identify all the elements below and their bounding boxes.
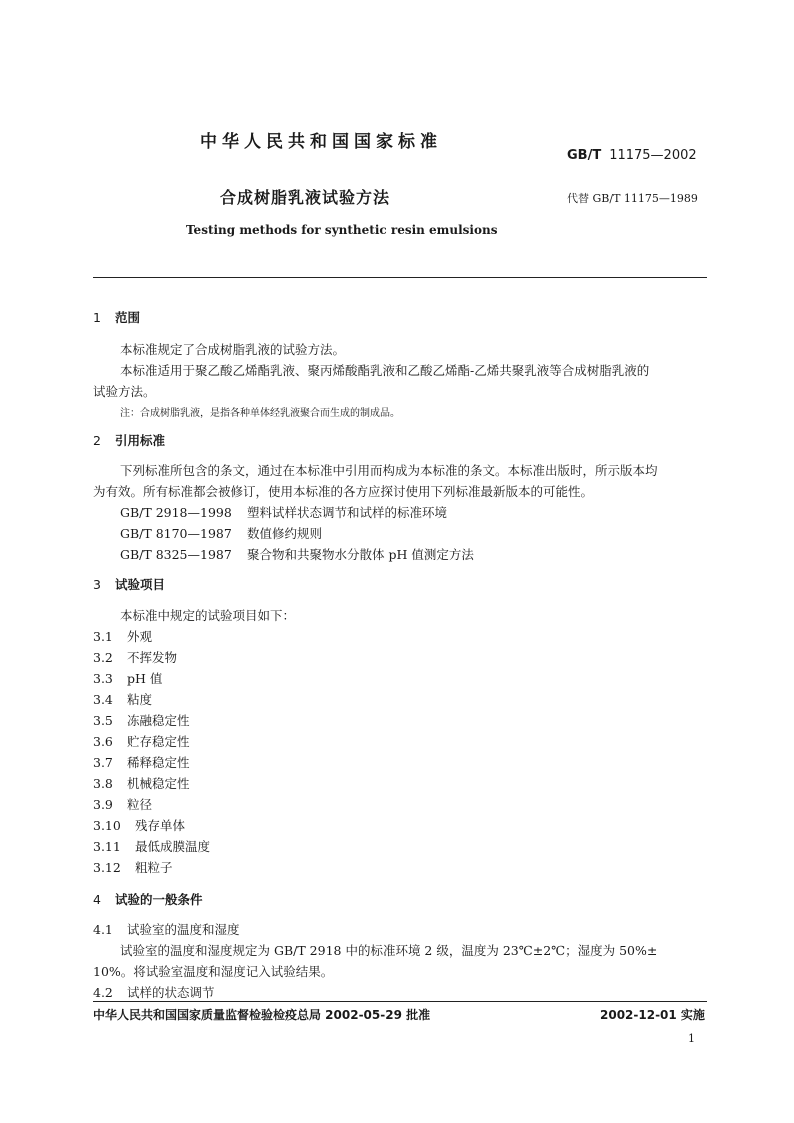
item-label: 外观	[127, 629, 153, 644]
section-1-para-1: 本标准规定了合成树脂乳液的试验方法。	[120, 342, 346, 357]
subsection-4-1-heading	[93, 920, 240, 938]
standard-code-number: 11175—2002	[609, 148, 697, 163]
subsection-number: 4.2	[93, 985, 113, 1000]
item-label: pH 值	[127, 671, 163, 686]
reference-item	[120, 524, 322, 542]
item-number: 3.4	[93, 692, 113, 707]
item-number: 3.5	[93, 713, 113, 728]
subsection-number: 4.1	[93, 922, 113, 937]
reference-title: 聚合物和共聚物水分散体 pH 值测定方法	[247, 547, 474, 562]
section-4-heading	[93, 890, 203, 908]
item-number: 3.2	[93, 650, 113, 665]
subsection-4-2-heading	[93, 983, 215, 1001]
footer-divider	[93, 1001, 707, 1002]
header-divider	[93, 277, 707, 278]
item-label: 粘度	[127, 692, 153, 707]
standard-code-prefix: GB/T	[567, 148, 602, 163]
test-item	[93, 753, 190, 771]
test-item	[93, 711, 190, 729]
section-1-heading	[93, 308, 140, 326]
section-2-para-line-1: 下列标准所包含的条文，通过在本标准中引用而构成为本标准的条文。本标准出版时，所示版本均	[120, 463, 658, 478]
section-3-heading	[93, 575, 165, 593]
item-label: 粒径	[127, 797, 153, 812]
section-2-heading	[93, 431, 165, 449]
standard-code	[567, 148, 697, 163]
section-title: 试验的一般条件	[115, 892, 203, 907]
item-label: 最低成膜温度	[135, 839, 211, 854]
reference-code: GB/T 8325—1987	[120, 547, 232, 562]
page-number: 1	[688, 1032, 695, 1045]
item-label: 粗粒子	[135, 860, 173, 875]
approval-statement: 中华人民共和国国家质量监督检验检疫总局 2002-05-29 批准	[93, 1008, 431, 1022]
item-number: 3.6	[93, 734, 113, 749]
replaces-note: 代替 GB/T 11175—1989	[567, 192, 698, 205]
item-label: 稀释稳定性	[127, 755, 190, 770]
test-item	[93, 774, 190, 792]
test-item	[93, 732, 190, 750]
implementation-date: 2002-12-01 实施	[600, 1008, 705, 1022]
subsection-title: 试样的状态调节	[127, 985, 215, 1000]
document-title: 合成树脂乳液试验方法	[220, 188, 391, 207]
item-number: 3.12	[93, 860, 121, 875]
section-number: 4	[93, 892, 101, 907]
subsection-4-1-line-1: 试验室的温度和湿度规定为 GB/T 2918 中的标准环境 2 级，温度为 23℃±2℃；湿度为 50%±	[120, 943, 658, 958]
item-number: 3.1	[93, 629, 113, 644]
item-number: 3.10	[93, 818, 121, 833]
section-1-para-2-line-1: 本标准适用于聚乙酸乙烯酯乳液、聚丙烯酸酯乳液和乙酸乙烯酯-乙烯共聚乳液等合成树脂乳液的	[120, 363, 650, 378]
test-item	[93, 669, 162, 687]
section-3-intro: 本标准中规定的试验项目如下：	[120, 608, 296, 623]
section-title: 试验项目	[115, 577, 166, 592]
test-item	[93, 648, 177, 666]
section-1-note: 注：合成树脂乳液，是指各种单体经乳液聚合而生成的制成品。	[120, 408, 400, 419]
subsection-title: 试验室的温度和湿度	[127, 922, 240, 937]
section-2-para-line-2: 为有效。所有标准都会被修订，使用本标准的各方应探讨使用下列标准最新版本的可能性。	[93, 484, 594, 499]
section-number: 2	[93, 433, 101, 448]
item-label: 冻融稳定性	[127, 713, 190, 728]
test-item	[93, 690, 152, 708]
item-number: 3.11	[93, 839, 121, 854]
subsection-4-1-line-2: 10%。将试验室温度和湿度记入试验结果。	[93, 964, 334, 979]
reference-code: GB/T 2918—1998	[120, 505, 232, 520]
test-item	[93, 858, 173, 876]
reference-title: 数值修约规则	[247, 526, 323, 541]
item-label: 残存单体	[135, 818, 186, 833]
item-label: 贮存稳定性	[127, 734, 190, 749]
section-number: 3	[93, 577, 101, 592]
reference-item	[120, 545, 474, 563]
item-number: 3.8	[93, 776, 113, 791]
item-label: 不挥发物	[127, 650, 178, 665]
test-item	[93, 816, 185, 834]
reference-title: 塑料试样状态调节和试样的标准环境	[247, 505, 448, 520]
test-item	[93, 837, 210, 855]
item-label: 机械稳定性	[127, 776, 190, 791]
english-title: Testing methods for synthetic resin emulsions	[186, 223, 498, 237]
section-title: 引用标准	[115, 433, 166, 448]
test-item	[93, 795, 152, 813]
item-number: 3.7	[93, 755, 113, 770]
reference-item	[120, 503, 447, 521]
test-item	[93, 627, 152, 645]
item-number: 3.3	[93, 671, 113, 686]
section-1-para-2-line-2: 试验方法。	[93, 384, 156, 399]
national-standard-heading: 中华人民共和国国家标准	[200, 132, 442, 152]
section-number: 1	[93, 310, 101, 325]
item-number: 3.9	[93, 797, 113, 812]
section-title: 范围	[115, 310, 141, 325]
reference-code: GB/T 8170—1987	[120, 526, 232, 541]
